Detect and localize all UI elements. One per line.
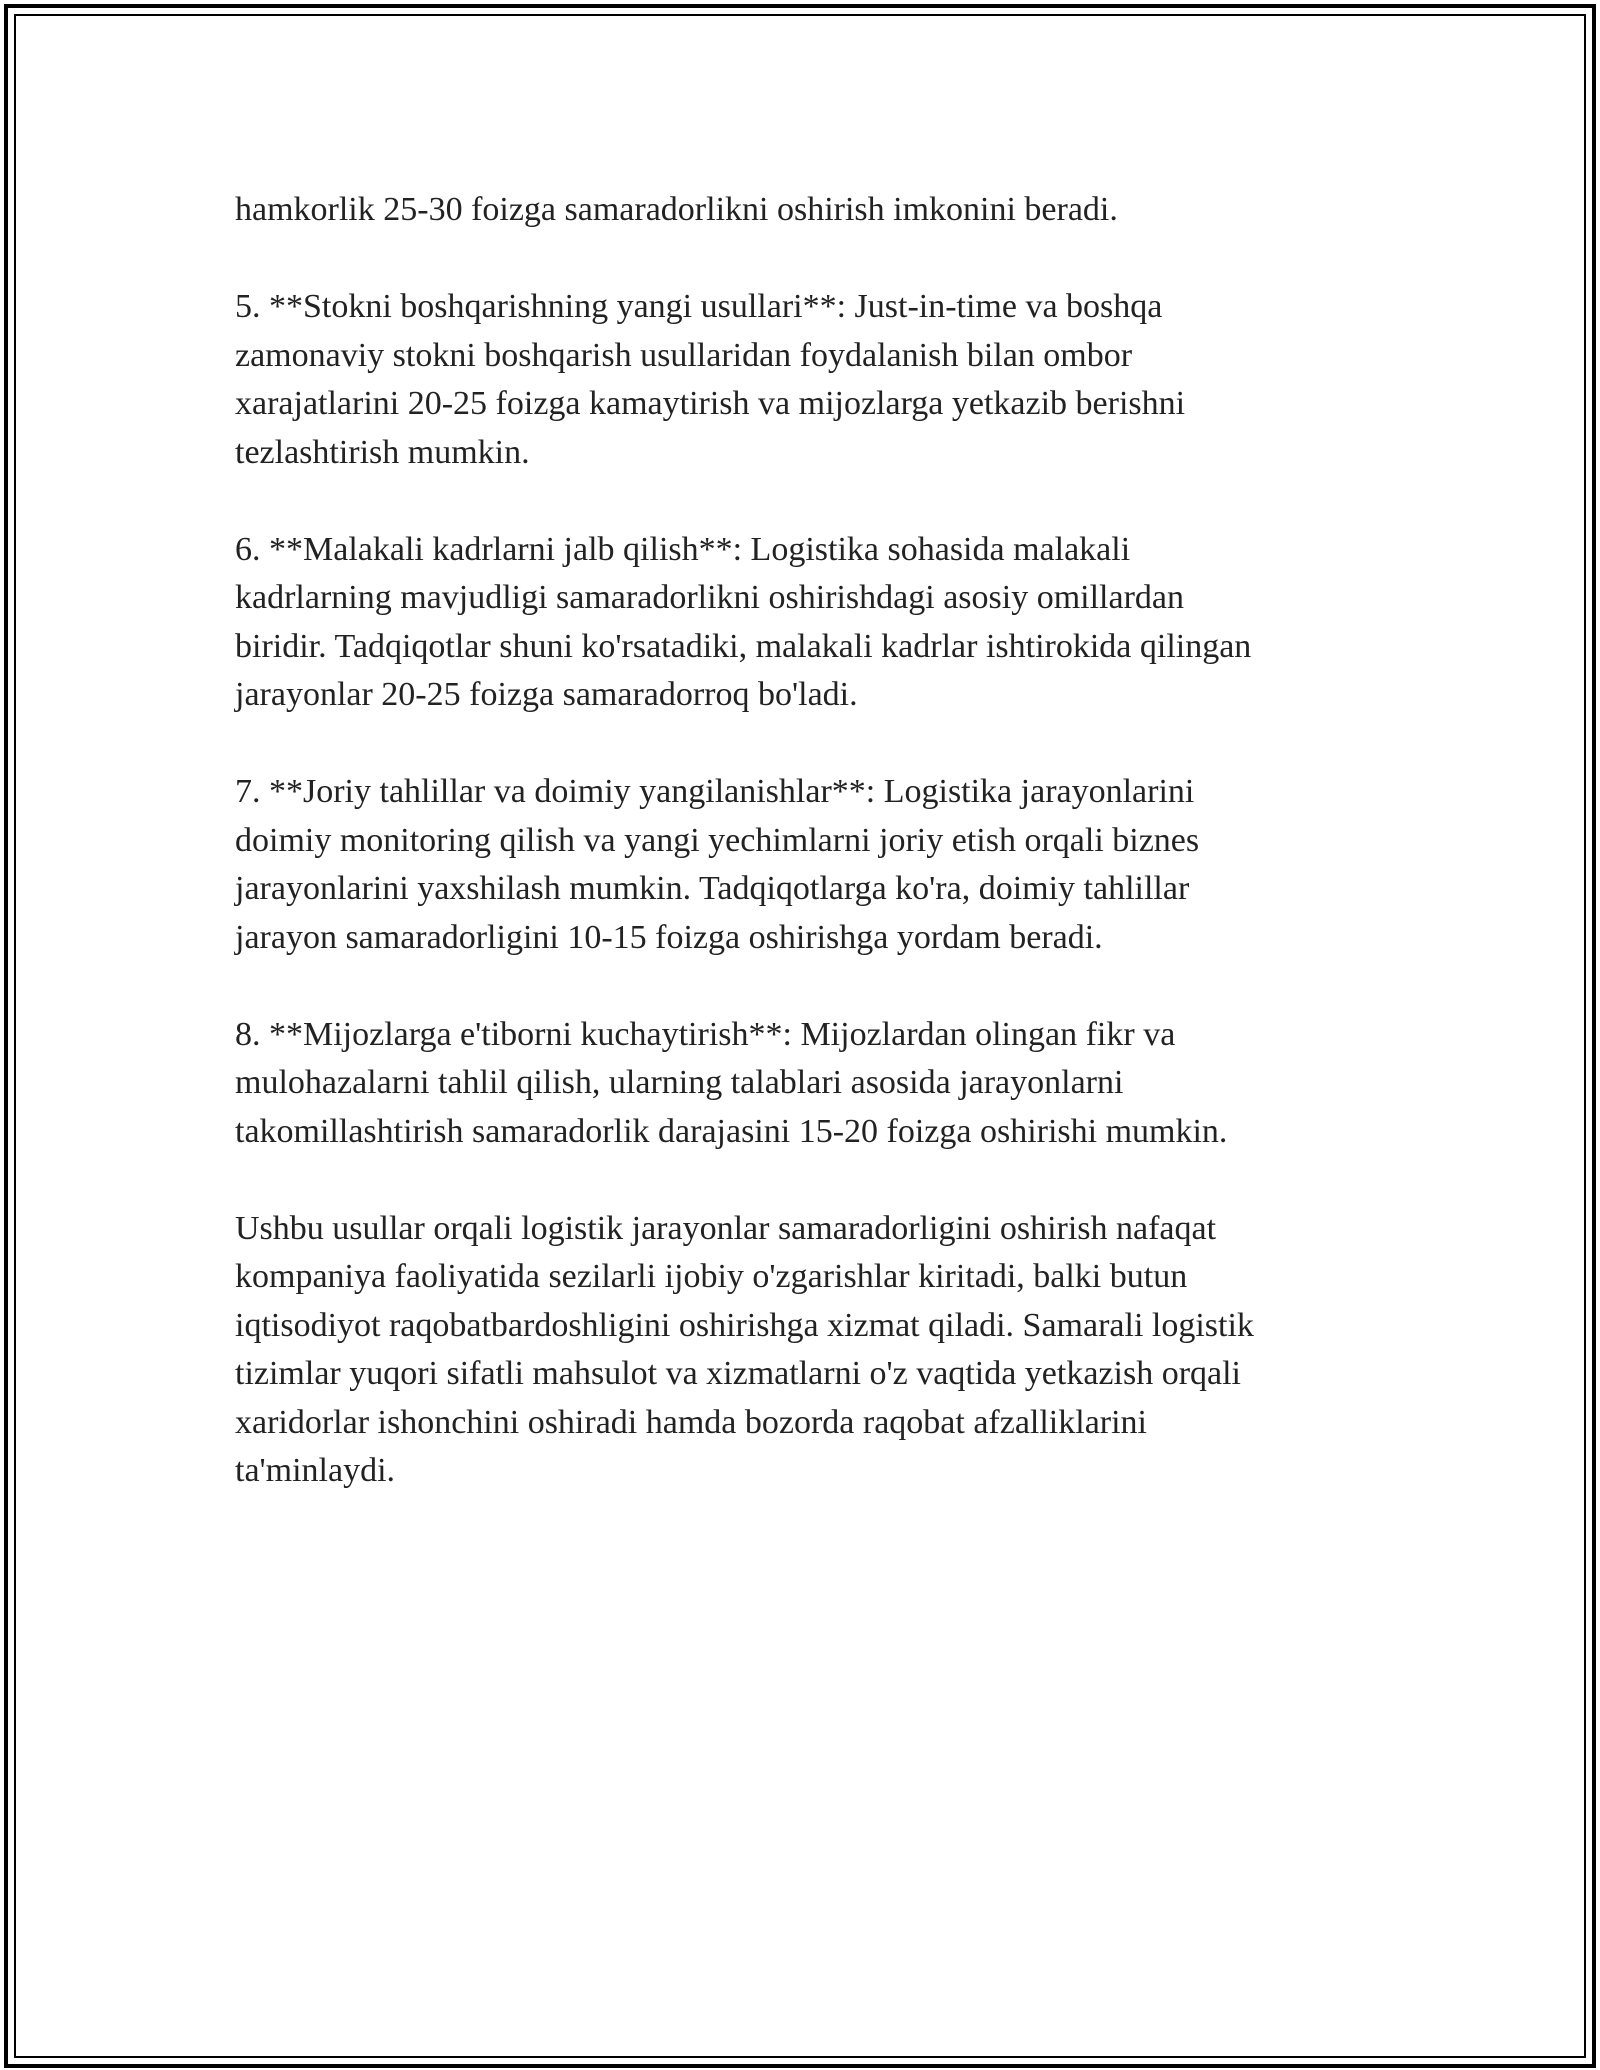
paragraph-item-5: 5. **Stokni boshqarishning yangi usullari**: Just-in-time va boshqa zamonaviy stokni boshqarish usullaridan foydalanish bilan ombor xarajatlarini 20-25 foizga kamaytirish va mijozlarga yetkazib berishni tezlashtirish mumkin.: [235, 288, 1186, 471]
paragraph-continuation: hamkorlik 25-30 foizga samaradorlikni oshirish imkonini beradi.: [235, 191, 1118, 228]
paragraph-conclusion: Ushbu usullar orqali logistik jarayonlar samaradorligini oshirish nafaqat kompaniya faoliyatida sezilarli ijobiy o'zgarishlar kiritadi, balki butun iqtisodiyot raqobatbardoshligini oshirishga xizmat qiladi. Samarali logistik tizimlar yuqori sifatli mahsulot va xizmatlarni o'z vaqtida yetkazish orqali xaridorlar ishonchini oshiradi hamda bozorda raqobat afzalliklarini ta'minlaydi.: [235, 1209, 1254, 1489]
paragraph-item-7: 7. **Joriy tahlillar va doimiy yangilanishlar**: Logistika jarayonlarini doimiy monitoring qilish va yangi yechimlarni joriy etish orqali biznes jarayonlarini yaxshilash mumkin. Tadqiqotlarga ko'ra, doimiy tahlillar jarayon samaradorligini 10-15 foizga oshirishga yordam beradi.: [235, 773, 1200, 956]
paragraph-item-8: 8. **Mijozlarga e'tiborni kuchaytirish**: Mijozlardan olingan fikr va mulohazalarni tahlil qilish, ularning talablari asosida jarayonlarni takomillashtirish samaradorlik darajasini 15-20 foizga oshirishi mumkin.: [235, 1015, 1228, 1150]
document-body: [235, 186, 1355, 1544]
paragraph-item-6: 6. **Malakali kadrlarni jalb qilish**: Logistika sohasida malakali kadrlarning mavjudligi samaradorlikni oshirishdagi asosiy omillardan biridir. Tadqiqotlar shuni ko'rsatadiki, malakali kadrlar ishtirokida qilingan jarayonlar 20-25 foizga samaradorroq bo'ladi.: [235, 530, 1252, 713]
